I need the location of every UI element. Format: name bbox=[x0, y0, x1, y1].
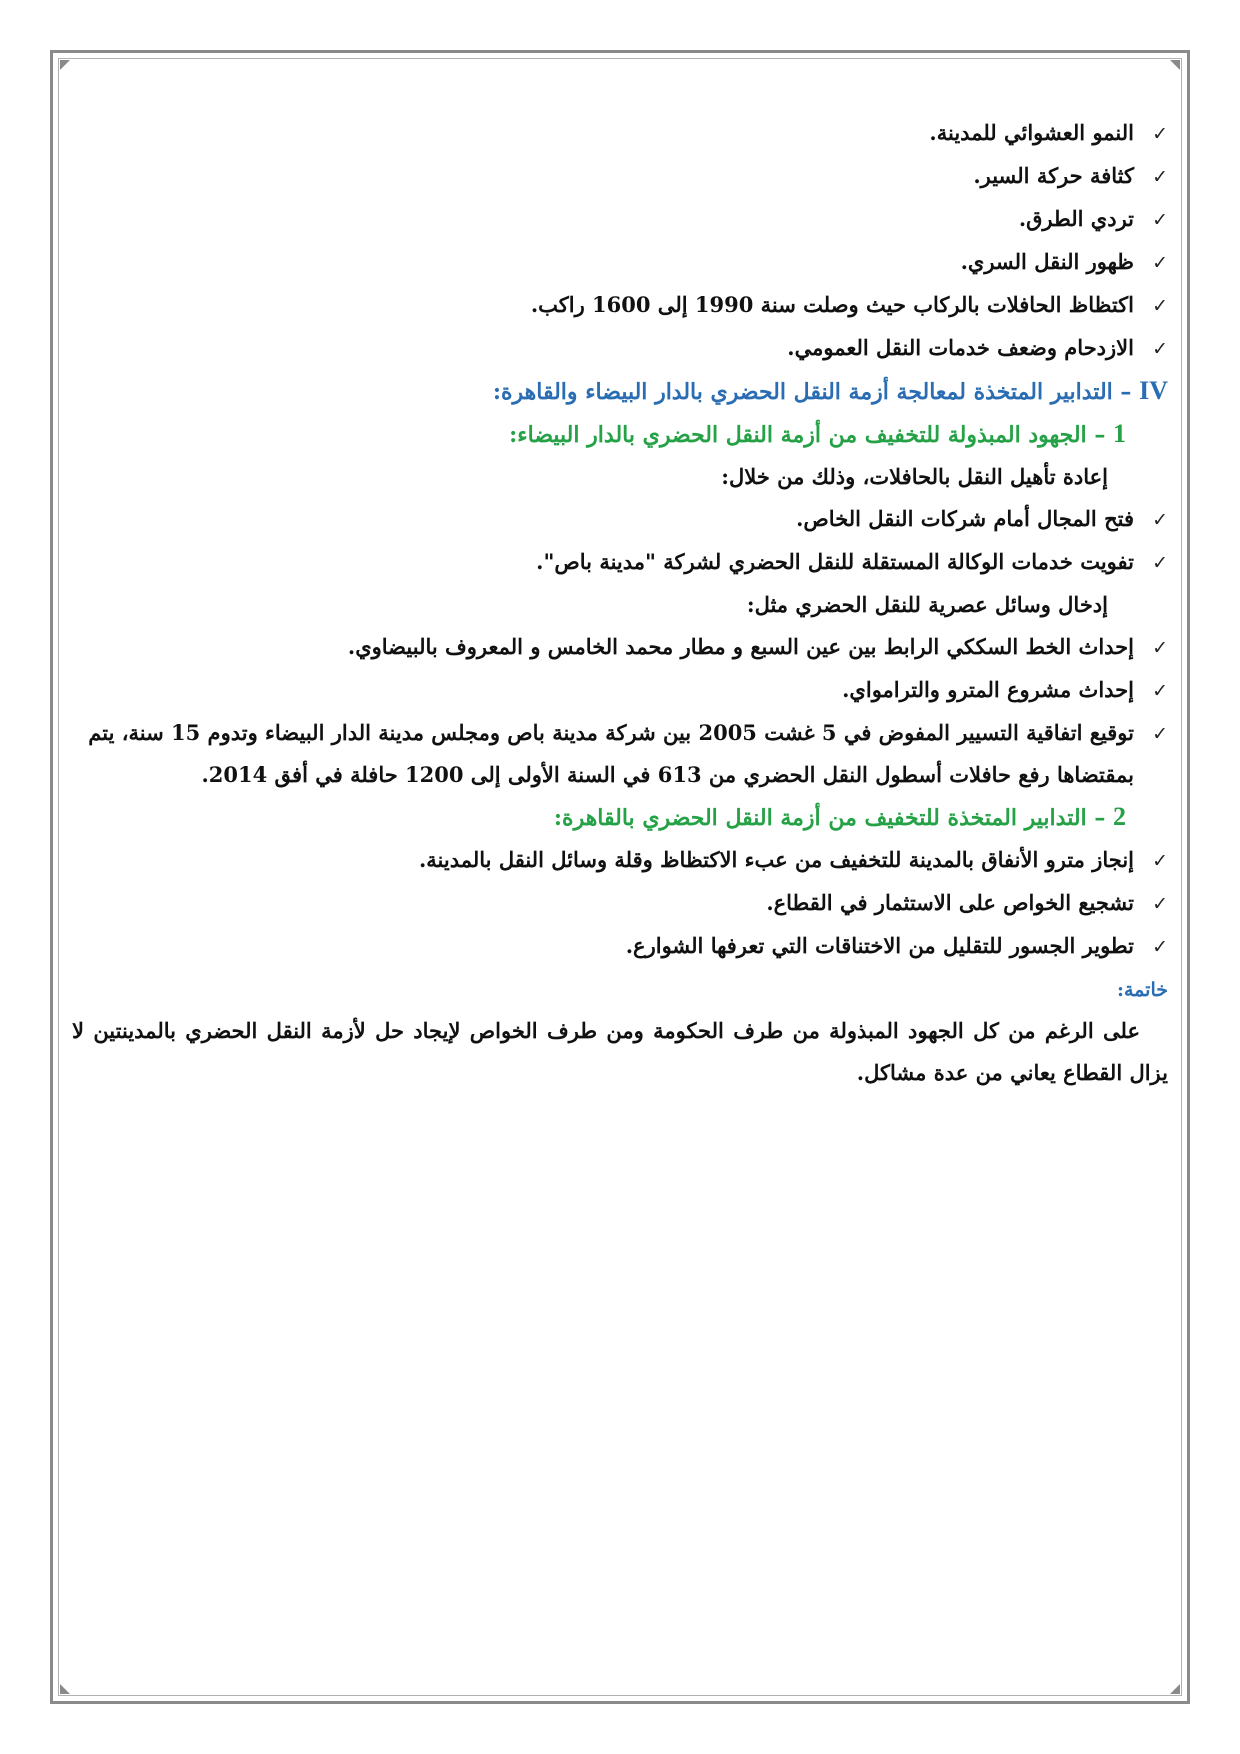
cause-item bbox=[72, 198, 1168, 241]
subsection-number: 2 bbox=[1113, 802, 1126, 831]
check-mark-icon: ✓ bbox=[1152, 850, 1168, 872]
check-mark-icon: ✓ bbox=[1152, 637, 1168, 659]
check-mark-icon: ✓ bbox=[1152, 252, 1168, 274]
subsection-heading-2 bbox=[72, 796, 1168, 839]
corner-ornament-bottom-right-icon bbox=[1170, 1684, 1180, 1694]
casa-measure-text: تفويت خدمات الوكالة المستقلة للنقل الحضري لشركة "مدينة باص". bbox=[536, 549, 1134, 574]
cause-item bbox=[72, 112, 1168, 155]
check-mark-icon: ✓ bbox=[1152, 723, 1168, 745]
subsection-title: – الجهود المبذولة للتخفيف من أزمة النقل الحضري بالدار البيضاء: bbox=[509, 422, 1106, 448]
cause-item-text: النمو العشوائي للمدينة. bbox=[929, 120, 1134, 145]
section-heading-iv bbox=[72, 370, 1168, 413]
cairo-measure-item bbox=[72, 839, 1168, 882]
corner-ornament-top-left-icon bbox=[60, 60, 70, 70]
casa-modern-text: إحداث الخط السككي الرابط بين عين السبع و مطار محمد الخامس و المعروف بالبيضاوي. bbox=[347, 634, 1134, 659]
casa-intro-2: إدخال وسائل عصرية للنقل الحضري مثل: bbox=[746, 592, 1108, 617]
check-mark-icon: ✓ bbox=[1152, 893, 1168, 915]
subsection-number: 1 bbox=[1113, 419, 1126, 448]
cairo-measure-item bbox=[72, 882, 1168, 925]
cause-item bbox=[72, 327, 1168, 370]
casa-intro-1: إعادة تأهيل النقل بالحافلات، وذلك من خلال: bbox=[721, 464, 1108, 489]
cause-item bbox=[72, 155, 1168, 198]
casa-measure-item bbox=[72, 498, 1168, 541]
cause-item-text: الازدحام وضعف خدمات النقل العمومي. bbox=[787, 335, 1134, 360]
check-mark-icon: ✓ bbox=[1152, 680, 1168, 702]
cairo-measure-item bbox=[72, 925, 1168, 968]
cairo-measure-text: تطوير الجسور للتقليل من الاختناقات التي تعرفها الشوارع. bbox=[625, 933, 1134, 958]
casa-modern-item bbox=[72, 712, 1168, 796]
cause-item-text: كثافة حركة السير. bbox=[973, 163, 1134, 188]
section-number: IV bbox=[1139, 376, 1168, 405]
subsection-heading-1 bbox=[72, 413, 1168, 456]
check-mark-icon: ✓ bbox=[1152, 509, 1168, 531]
cause-item bbox=[72, 241, 1168, 284]
casa-modern-item bbox=[72, 669, 1168, 712]
casa-modern-text: إحداث مشروع المترو والترامواي. bbox=[842, 677, 1134, 702]
subsection-title: – التدابير المتخذة للتخفيف من أزمة النقل الحضري بالقاهرة: bbox=[553, 805, 1106, 831]
casa-modern-text: توقيع اتفاقية التسيير المفوض في 5 غشت 2005 بين شركة مدينة باص ومجلس مدينة الدار البيضاء وتدوم 15 سنة، يتم بمقتضاها رفع حافلات أسطول النقل الحضري من 613 في السنة الأولى إلى 1200 حافلة في أفق 2014. bbox=[88, 720, 1134, 787]
check-mark-icon: ✓ bbox=[1152, 166, 1168, 188]
cairo-measure-text: تشجيع الخواص على الاستثمار في القطاع. bbox=[766, 890, 1134, 915]
casa-measure-item bbox=[72, 541, 1168, 584]
cause-item-text: ظهور النقل السري. bbox=[960, 249, 1134, 274]
cause-item bbox=[72, 284, 1168, 327]
corner-ornament-bottom-left-icon bbox=[60, 1684, 70, 1694]
conclusion-paragraph: على الرغم من كل الجهود المبذولة من طرف الحكومة ومن طرف الخواص لإيجاد حل لأزمة النقل الحضري بالمدينتين لا يزال القطاع يعاني من عدة مشاكل. bbox=[72, 1018, 1168, 1085]
check-mark-icon: ✓ bbox=[1152, 123, 1168, 145]
document-body bbox=[72, 112, 1168, 1094]
section-title: – التدابير المتخذة لمعالجة أزمة النقل الحضري بالدار البيضاء والقاهرة: bbox=[492, 379, 1132, 405]
casa-modern-item bbox=[72, 626, 1168, 669]
cause-item-text: اكتظاظ الحافلات بالركاب حيث وصلت سنة 1990 إلى 1600 راكب. bbox=[530, 292, 1134, 317]
check-mark-icon: ✓ bbox=[1152, 936, 1168, 958]
casa-measure-text: فتح المجال أمام شركات النقل الخاص. bbox=[796, 506, 1134, 531]
cause-item-text: تردي الطرق. bbox=[1018, 206, 1134, 231]
corner-ornament-top-right-icon bbox=[1170, 60, 1180, 70]
check-mark-icon: ✓ bbox=[1152, 338, 1168, 360]
check-mark-icon: ✓ bbox=[1152, 295, 1168, 317]
check-mark-icon: ✓ bbox=[1152, 552, 1168, 574]
cairo-measure-text: إنجاز مترو الأنفاق بالمدينة للتخفيف من عبء الاكتظاظ وقلة وسائل النقل بالمدينة. bbox=[418, 847, 1134, 872]
check-mark-icon: ✓ bbox=[1152, 209, 1168, 231]
conclusion-title: خاتمة: bbox=[1116, 979, 1168, 1001]
